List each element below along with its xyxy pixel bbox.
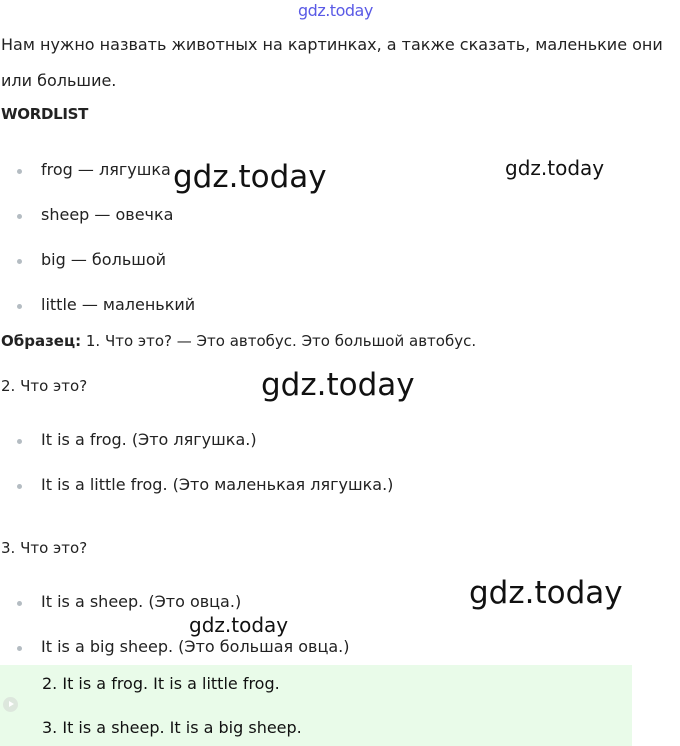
wordlist-item: little — маленький (41, 295, 196, 314)
bullet-icon (17, 169, 22, 174)
play-icon[interactable] (3, 697, 18, 712)
question-3-item: It is a sheep. (Это овца.) (41, 592, 242, 611)
wordlist-item: big — большой (41, 250, 167, 269)
bullet-icon (17, 484, 22, 489)
bullet-icon (17, 304, 22, 309)
watermark: gdz.today (469, 575, 623, 611)
answer-line: 3. It is a sheep. It is a big sheep. (42, 718, 302, 737)
question-2-item: It is a little frog. (Это маленькая лягушка.) (41, 475, 394, 494)
question-3-item: It is a big sheep. (Это большая овца.) (41, 637, 350, 656)
bullet-icon (17, 259, 22, 264)
bullet-icon (17, 214, 22, 219)
intro-line-1: Нам нужно назвать животных на картинках, а также сказать, маленькие они (1, 35, 663, 54)
bullet-icon (17, 646, 22, 651)
example-text: 1. Что это? — Это автобус. Это большой автобус. (81, 332, 477, 350)
answer-line: 2. It is a frog. It is a little frog. (42, 674, 280, 693)
question-3-title: 3. Что это? (1, 539, 88, 557)
example-label: Образец: (1, 332, 82, 350)
watermark: gdz.today (189, 613, 289, 637)
intro-line-2: или большие. (1, 71, 117, 90)
watermark: gdz.today (173, 159, 327, 195)
header-watermark: gdz.today (298, 1, 373, 20)
wordlist-item: frog — лягушка (41, 160, 171, 179)
example-line (1, 332, 476, 350)
watermark: gdz.today (261, 367, 415, 403)
question-2-title: 2. Что это? (1, 377, 88, 395)
question-2-item: It is a frog. (Это лягушка.) (41, 430, 257, 449)
wordlist-heading: WORDLIST (1, 105, 89, 123)
bullet-icon (17, 439, 22, 444)
wordlist-item: sheep — овечка (41, 205, 174, 224)
watermark: gdz.today (505, 156, 605, 180)
bullet-icon (17, 601, 22, 606)
